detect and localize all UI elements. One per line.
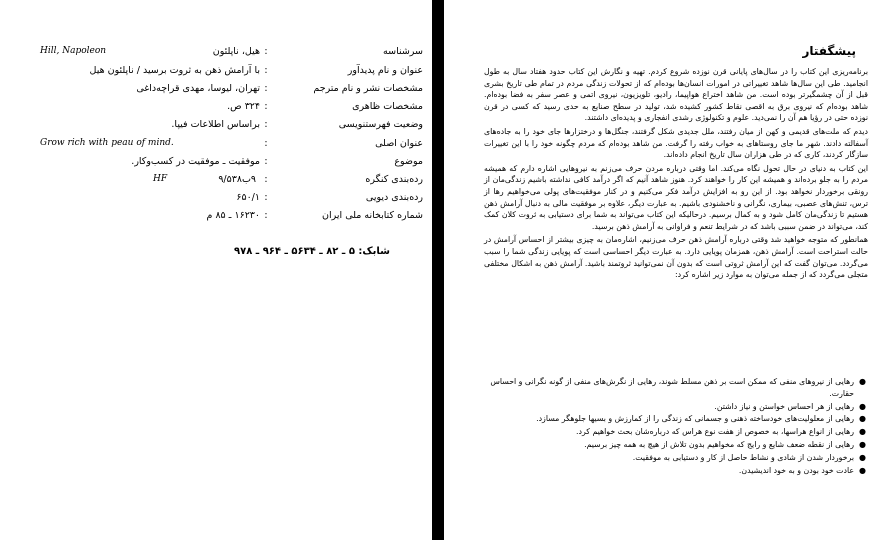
catalog-value: ۶۵۰/۱ [236,192,260,203]
catalog-label: سرشناسه [383,46,423,57]
catalog-label: وضعیت فهرستنویسی [338,119,423,130]
list-item-text: رهایی از هر احساس خواستن و نیاز داشتن. [714,401,854,411]
preface-bullet-list [484,376,868,477]
list-item [484,426,868,438]
catalog-value: ۹ب۹/۵۳۸ [218,174,256,185]
list-item [484,465,868,477]
catalog-label: ردەبندی دیویی [365,192,423,203]
catalog-label: ردەبندی کنگره [365,174,423,185]
preface-paragraph: همانطور که متوجه خواهید شد وقتی درباره آرامش ذهن حرف می‌زنیم، اشاره‌مان به چیزی بیشتر از احساس آرامش در حالت استراحت است. آرامش ذهن، همزمان پویایی دارد. به عبارت دیگر احساسی است که پویایی زندگی شما را سبب می‌گردد. می‌توان گفت که این آرامش ثروتی است که بدون آن نمی‌توانید ثروتمند باشید. آرامش ذهن به اشکال مختلفی متجلی می‌گردد که از جمله می‌توان به موارد زیر اشاره کرد: [484,235,868,280]
list-item [484,452,868,464]
catalog-label: عنوان و نام پدیدآور [347,65,423,76]
catalog-label: عنوان اصلی [375,138,423,149]
catalog-row [0,63,432,78]
bullet-icon: ● [859,377,866,386]
bullet-icon: ● [859,427,866,437]
catalog-row [0,208,432,223]
catalog-label: موضوع [394,156,423,167]
catalog-colon: : [264,192,268,203]
preface-page [444,0,890,540]
catalog-value: براساس اطلاعات فیپا. [171,119,260,130]
bullet-icon: ● [859,401,866,411]
catalog-row [0,99,432,114]
catalog-latin: HF [153,174,168,184]
preface-body [484,66,868,283]
catalog-row [0,44,432,59]
catalog-row [0,190,432,205]
bullet-icon: ● [859,439,866,449]
list-item [484,439,868,451]
list-item [484,401,868,413]
catalog-colon: : [264,156,268,167]
catalog-latin: Hill, Napoleon [40,46,107,56]
catalog-colon: : [264,174,268,185]
preface-paragraph: دیدم که ملت‌های قدیمی و کهن از میان رفتند، ملل جدیدی شکل گرفتند، جنگل‌ها و درختزارها جای خود را به جاده‌های آسفالته دادند. شهر ما جای روستاهای به خواب رفته را گرفت. من شاهد بوده‌ام که مردم چگونه خود را با این تغییرات سازگار کردند، کاری که در طی هزاران سال تاریخ انجام داده‌اند. [484,126,868,160]
bullet-icon: ● [859,452,866,462]
catalog-row [0,154,432,169]
bullet-icon: ● [859,465,866,475]
catalog-row [0,117,432,132]
list-item-text: برخوردار شدن از شادی و نشاط حاصل از کار و دستیابی به موفقیت. [632,452,854,462]
catalog-label: مشخصات نشر و نام مترجم [313,83,423,94]
catalog-value: موفقیت ـ موفقیت در کسب‌وکار. [131,156,260,167]
catalog-value: با آرامش ذهن به ثروت برسید / ناپلئون هیل [89,65,260,76]
catalog-colon: : [264,46,268,57]
list-item-text: عادت خود بودن و به خود اندیشیدن. [738,465,854,475]
list-item [484,413,868,425]
bullet-icon: ● [859,414,866,424]
preface-paragraph: برنامه‌ریزی این کتاب را در سال‌های پایانی قرن نوزده شروع کردم. تهیه و نگارش این کتاب حدود هفتاد سال به طول انجامید. طی این سال‌ها شاهد تغییراتی در امورات انسان‌ها بوده‌ام که از تحولات زندگی مردم در تمام طی تاریخ بشری قبل از آن چشمگیرتر بوده است. من شاهد اختراع هواپیما، رادیو، تلویزیون، نیروی اتمی و عصر سفر به فضا بوده‌ام. شاهد بوده‌ام که نیروی برق به اقصی نقاط کشور کشیده شد، تولید در سطح صنایع به حدی رسید که کسی در قرن نوزده حتی در رؤیا هم آن را نمی‌دید. علوم و تکنولوژی رشدی انفجاری و پدیده‌ای داشتند. [484,67,868,123]
catalog-value: ۱۶۲۳۰ ـ ۸۵ م [206,210,260,221]
list-item-text: رهایی از نیروهای منفی که ممکن است بر ذهن مسلط شوند، رهایی از نگرش‌های منفی از گونه نگرانی و احساس حقارت. [490,377,854,398]
list-item [484,376,868,400]
list-item-text: رهایی از معلولیت‌های خودساخته ذهنی و جسمانی که زندگی را از کمارزش و بسیها جلوهگر مسازد. [536,414,854,424]
catalog-label: شماره کتابخانه ملی ایران [322,210,423,221]
list-item-text: رهایی از نقطه ضعف شایع و رایج که مخواهیم بدون تلاش از هیچ به همه چیز برسیم. [584,439,854,449]
catalog-label: مشخصات ظاهری [352,101,423,112]
catalog-colon: : [264,210,268,221]
catalog-value: ۳۲۴ ص. [227,101,260,112]
preface-title: پیشگفتار [802,44,856,58]
catalog-latin: Grow rich with peau of mind. [40,138,174,148]
page-gutter [432,0,444,540]
catalog-row [0,172,432,187]
catalog-colon: : [264,83,268,94]
catalog-colon: : [264,65,268,76]
catalog-colon: : [264,119,268,130]
list-item-text: رهایی از انواع هراسها، به خصوص از هفت نوع هراس که درباره‌شان بحث خواهیم کرد. [576,427,854,437]
preface-paragraph: این کتاب به دنیای در حال تحول نگاه می‌کند. اما وقتی درباره مردن حرف می‌زنم به نیروهایی اشاره دارم که همیشه مردم را به جلو برده‌اند و همیشه این کار را خواهند کرد. هنوز شاهد آنیم که اگر درآمد کافی نداشته باشیم زندگی‌مان از رونقی برخوردار نخواهد بود. از این رو به افزایش درآمد فکر می‌کنیم و در کنار موفقیت‌های پولی می‌خواهیم رها از ترس، تنش‌های عصبی، بیماری، نگرانی و ناخشنودی باشیم. به عبارت دیگر، علاوه بر موفقیت مالی به دنبال آرامش ذهن هستیم تا زندگی‌مان کامل شود و به کمال برسیم. درحالیکه این کتاب می‌تواند به شما برای دستیابی به ثروت کلان کمک کند، می‌تواند در ضمن سببی باشد که در شرایط تنعم و فراوانی به آرامش ذهن برسید. [484,163,868,231]
catalog-colon: : [264,101,268,112]
catalog-row [0,81,432,96]
isbn: شابک: ۵ ـ ۸۲ ـ ۵۶۳۴ ـ ۹۶۴ ـ ۹۷۸ [233,246,390,257]
catalog-colon: : [264,138,268,149]
catalog-row [0,136,432,151]
catalog-page [0,0,432,540]
catalog-value: هیل، ناپلئون [212,46,260,57]
catalog-value: تهران، لیوسا، مهدی قراچه‌داغی [136,83,260,94]
